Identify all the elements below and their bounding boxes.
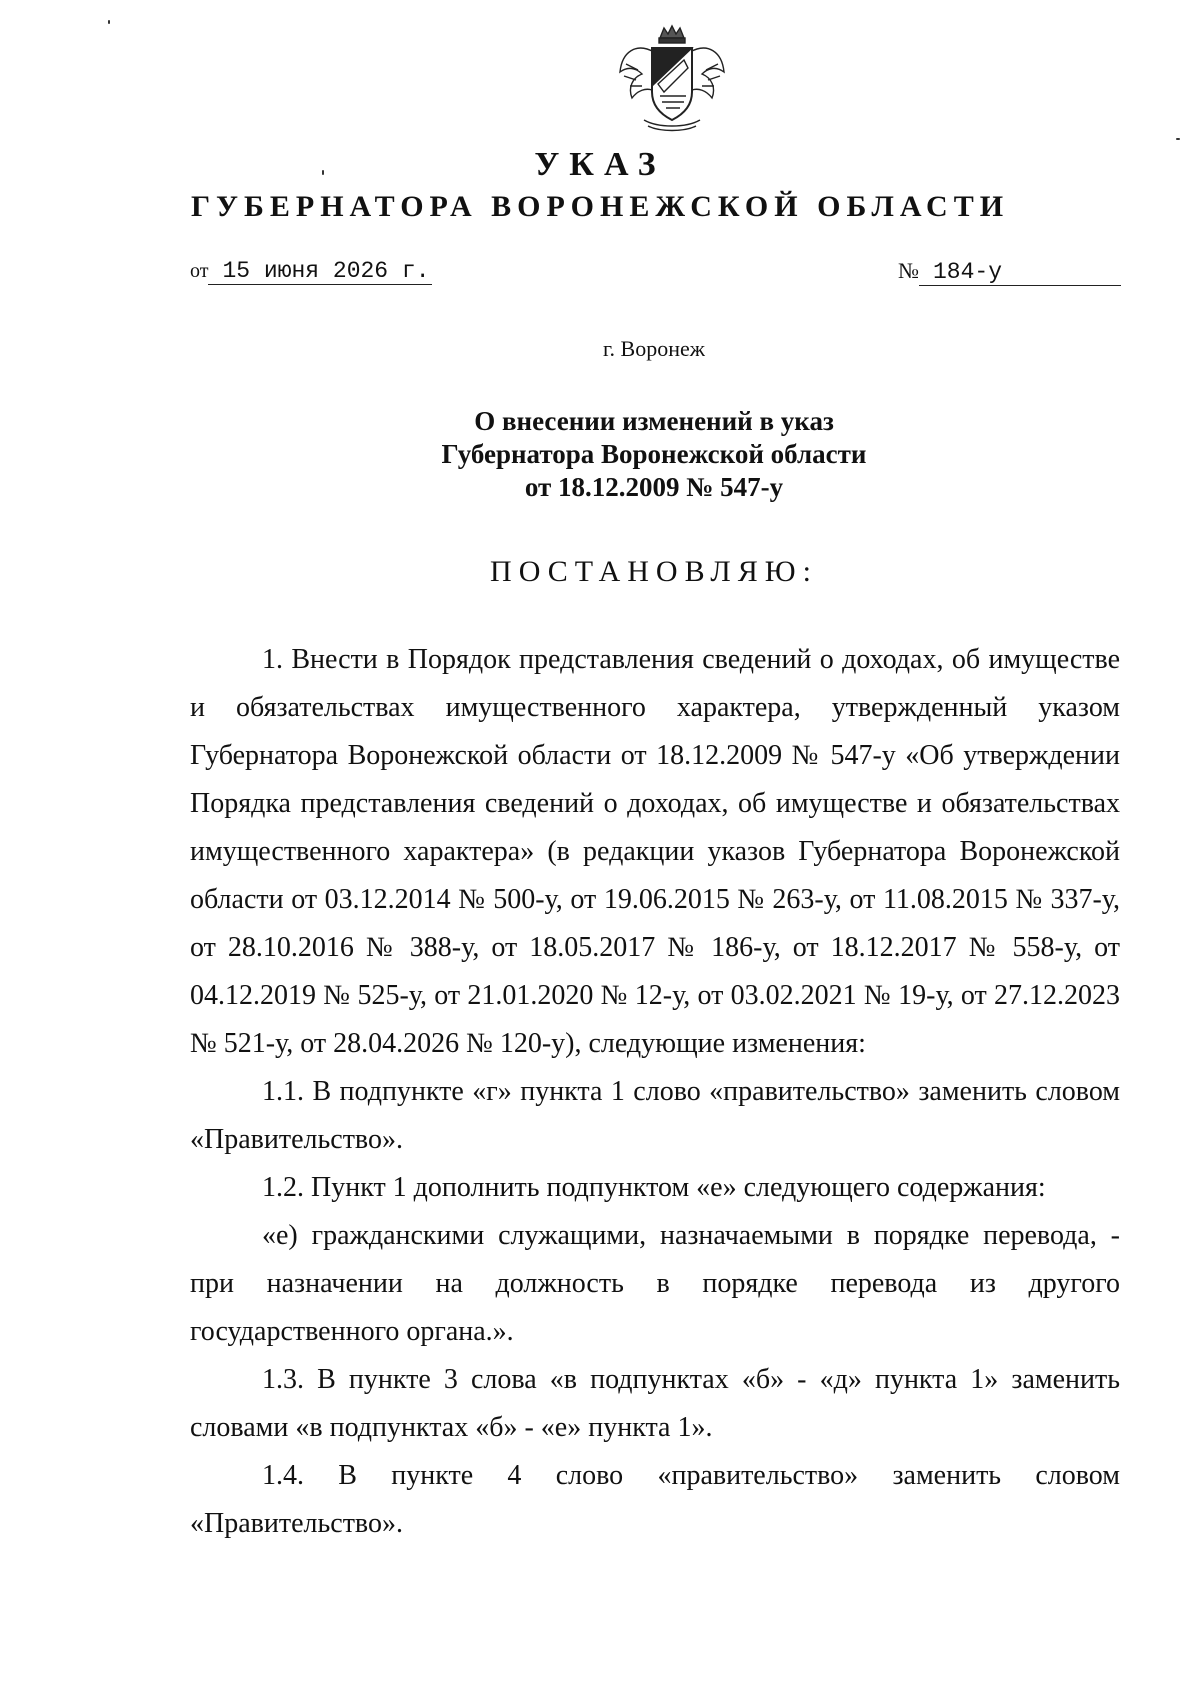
number-field <box>898 258 1121 286</box>
paragraph-1-1: 1.1. В подпункте «г» пункта 1 слово «правительство» заменить словом «Правительство». <box>190 1076 1120 1155</box>
number-prefix: № <box>898 258 919 283</box>
decree-word: ПОСТАНОВЛЯЮ: <box>490 555 818 588</box>
date-value: 15 июня 2026 г. <box>208 258 432 285</box>
paragraph-1-2: 1.2. Пункт 1 дополнить подпунктом «е» следующего содержания: <box>262 1172 1046 1203</box>
document-subject <box>0 405 1200 504</box>
number-value: 184-у <box>919 259 1121 286</box>
paragraph-1-4: 1.4. В пункте 4 слово «правительство» заменить словом «Правительство». <box>190 1460 1120 1539</box>
city-line: г. Воронеж <box>603 336 705 361</box>
paragraph-1: 1. Внести в Порядок представления сведений о доходах, об имуществе и обязательствах имущественного характера, утвержденный указом Губернатора Воронежской области от 18.12.2009 № 547-у «Об утверждении Порядка представления сведений о доходах, об имуществе и обязательствах имущественного характера» (в редакции указов Губернатора Воронежской области от 03.12.2014 № 500-у, от 19.06.2015 № 263-у, от 11.08.2015 № 337-у, от 28.10.2016 № 388-у, от 18.05.2017 № 186-у, от 18.12.2017 № 558-у, от 04.12.2019 № 525-у, от 21.01.2020 № 12-у, от 03.02.2021 № 19-у, от 27.12.2023 № 521-у, от 28.04.2026 № 120-у), следующие изменения: <box>190 644 1120 1059</box>
subject-line-1: О внесении изменений в указ <box>474 406 834 436</box>
subject-line-3: от 18.12.2009 № 547-у <box>524 472 784 502</box>
date-prefix: от <box>190 260 209 282</box>
paragraph-1-3: 1.3. В пункте 3 слова «в подпунктах «б» - «д» пункта 1» заменить словами «в подпунктах «б» - «е» пункта 1». <box>190 1364 1120 1443</box>
document-title: УКАЗ <box>534 146 666 183</box>
date-field <box>190 258 432 285</box>
document-subtitle: ГУБЕРНАТОРА ВОРОНЕЖСКОЙ ОБЛАСТИ <box>190 190 1010 223</box>
document-body <box>190 636 1120 1548</box>
subject-line-2: Губернатора Воронежской области <box>441 439 867 469</box>
coat-of-arms-icon <box>614 24 730 134</box>
paragraph-1-2-text: «е) гражданскими служащими, назначаемыми в порядке перевода, - при назначении на должность в порядке перевода из другого государственного органа.». <box>190 1220 1120 1347</box>
